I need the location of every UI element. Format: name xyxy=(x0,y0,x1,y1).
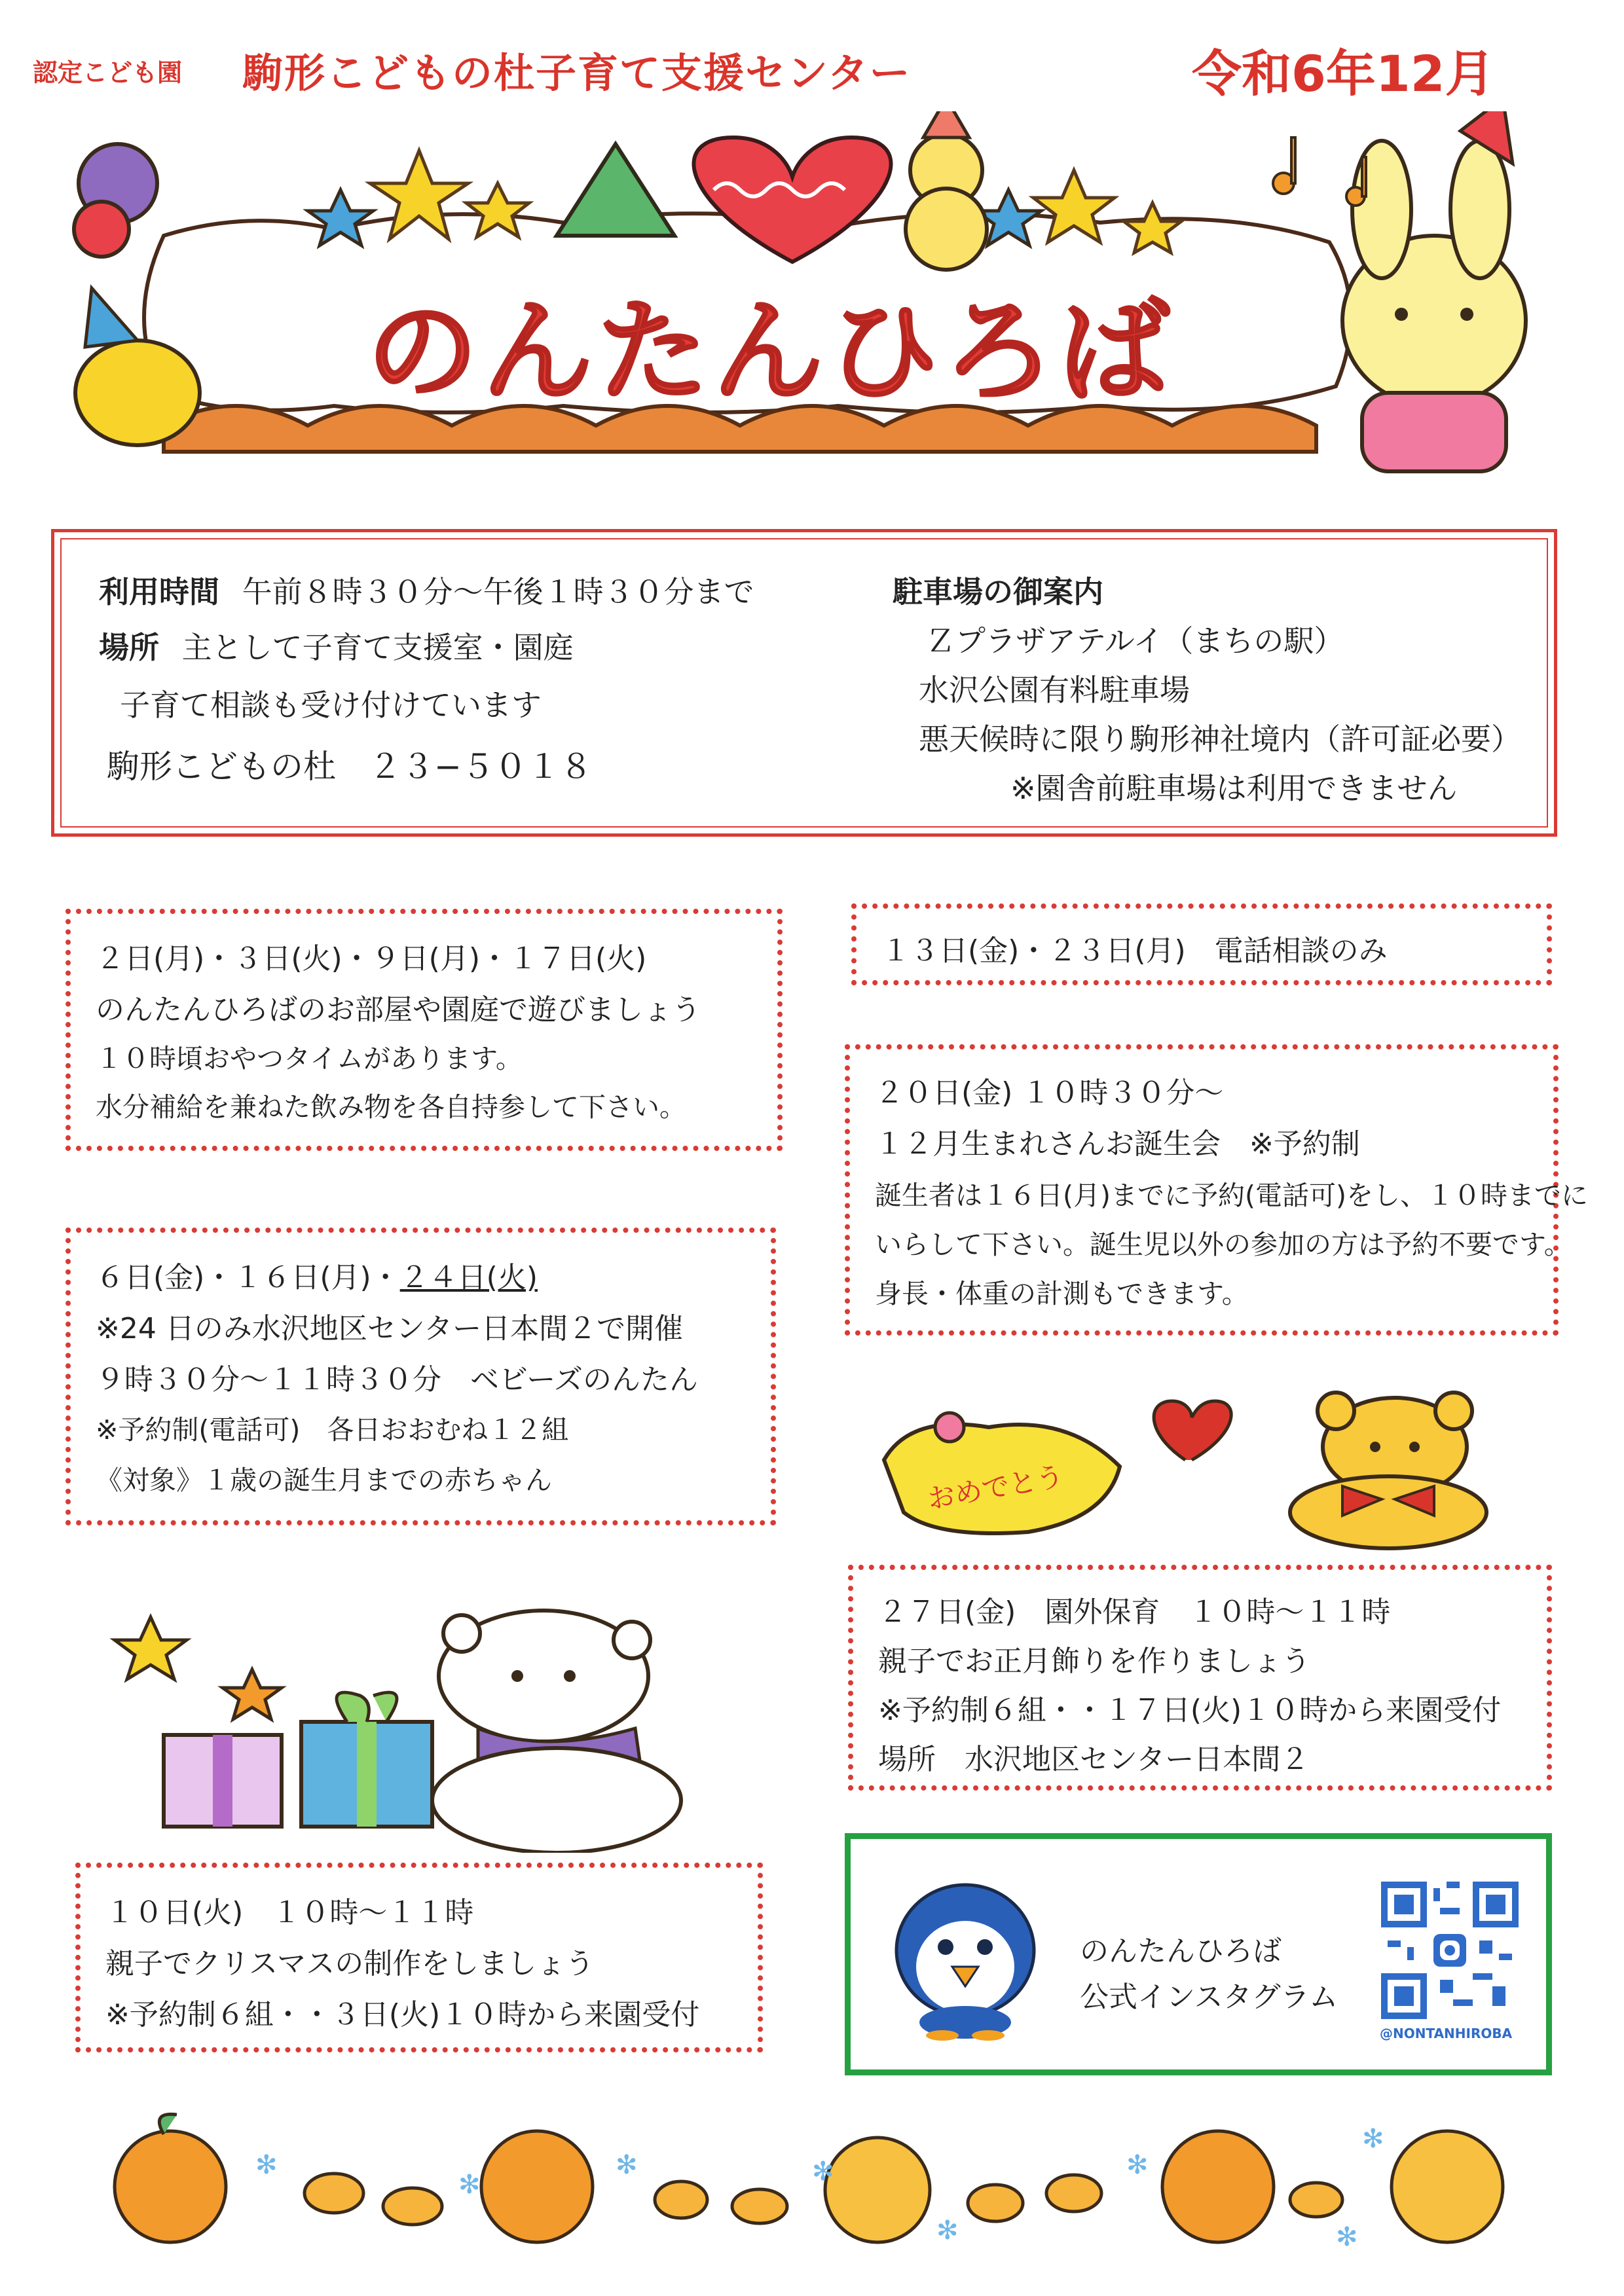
instagram-handle: @NONTANHIROBA xyxy=(1380,2026,1513,2041)
place-value: 主として子育て支援室・園庭 xyxy=(181,630,574,665)
svg-text:✻: ✻ xyxy=(1126,2150,1149,2180)
event-line: １２月生まれさんお誕生会 ※予約制 xyxy=(875,1127,1360,1161)
parking-note: ※園舎前駐車場は利用できません xyxy=(1010,771,1458,806)
hours-value: 午前８時３０分〜午後１時３０分まで xyxy=(242,574,754,610)
event-dates: ２７日(金) 園外保育 １０時〜１１時 xyxy=(878,1595,1391,1629)
info-box xyxy=(51,529,1557,837)
center-name: 駒形こどもの杜子育て支援センター xyxy=(242,49,912,97)
event-dates: ２日(月)・３日(火)・９日(月)・１７日(火) xyxy=(96,942,647,975)
svg-text:✻: ✻ xyxy=(616,2150,638,2180)
polar-bear-gift-illustration xyxy=(98,1604,688,1853)
event-line: １０時頃おやつタイムがあります。 xyxy=(96,1043,523,1074)
event-dates: １０日(火) １０時〜１１時 xyxy=(105,1896,474,1929)
svg-text:✻: ✻ xyxy=(812,2157,834,2187)
event-line: ※予約制６組・・３日(火)１０時から来園受付 xyxy=(105,1998,700,2032)
event-line: のんたんひろばのお部屋や園庭で遊びましょう xyxy=(96,993,701,1027)
event-dates: ６日(金)・１６日(月)・ xyxy=(96,1261,400,1294)
birthday-illustration xyxy=(871,1388,1526,1552)
phone-number: 駒形こどもの杜 ２３−５０１８ xyxy=(107,748,593,786)
penguin-mascot-icon xyxy=(890,1878,1041,2042)
event-dates: １３日(金)・２３日(月) 電話相談のみ xyxy=(881,934,1388,968)
event-line: ※予約制(電話可) 各日おおむね１２組 xyxy=(96,1414,569,1446)
svg-text:✻: ✻ xyxy=(1336,2222,1358,2252)
svg-text:✻: ✻ xyxy=(936,2215,959,2246)
instagram-box xyxy=(845,1833,1552,2075)
event-box-babies xyxy=(65,1228,776,1525)
event-line: 身長・体重の計測もできます。 xyxy=(875,1278,1249,1309)
hours-label: 利用時間 xyxy=(99,574,219,610)
event-line: 《対象》１歳の誕生月までの赤ちゃん xyxy=(96,1465,552,1496)
event-dates: ２０日(金) １０時３０分〜 xyxy=(875,1076,1224,1110)
event-line: いらして下さい。誕生児以外の参加の方は予約不要です。 xyxy=(875,1229,1571,1260)
svg-text:✻: ✻ xyxy=(255,2150,278,2180)
event-box-birthday xyxy=(845,1044,1588,1336)
consult-note: 子育て相談も受け付けています xyxy=(120,687,542,723)
place-label: 場所 xyxy=(99,630,159,665)
event-line: ９時３０分〜１１時３０分 ベビーズのんたん xyxy=(96,1363,699,1396)
congrats-badge-text: おめでとう xyxy=(925,1459,1066,1516)
svg-text:✻: ✻ xyxy=(458,2170,481,2200)
event-line: 誕生者は１６日(月)までに予約(電話可)をし、１０時までに xyxy=(875,1180,1588,1211)
instagram-title: のんたんひろば xyxy=(1080,1935,1282,1968)
parking-item: 水沢公園有料駐車場 xyxy=(919,672,1190,708)
footer-mandarin-illustration xyxy=(105,2108,1526,2259)
event-box-new-year xyxy=(848,1565,1552,1791)
instagram-qr-code[interactable] xyxy=(1381,1882,1519,2019)
parking-title: 駐車場の御案内 xyxy=(893,574,1103,610)
instagram-subtitle: 公式インスタグラム xyxy=(1080,1980,1338,2014)
event-line: ※24 日のみ水沢地区センター日本間２で開催 xyxy=(96,1312,684,1345)
event-line: 水分補給を兼ねた飲み物を各自持参して下さい。 xyxy=(96,1091,686,1123)
event-line: 親子でクリスマスの制作をしましょう xyxy=(105,1947,595,1980)
page-title: のんたんひろば xyxy=(367,287,1174,417)
event-line: ※予約制６組・・１７日(火)１０時から来園受付 xyxy=(878,1694,1502,1727)
svg-text:✻: ✻ xyxy=(1362,2124,1384,2154)
event-line: 親子でお正月飾りを作りましょう xyxy=(878,1645,1310,1678)
issue-date: 令和6年12月 xyxy=(1192,45,1495,103)
parking-item: 悪天候時に限り駒形神社境内（許可証必要） xyxy=(919,721,1521,757)
event-box-phone-consult xyxy=(851,903,1552,985)
parking-item: Ｚプラザアテルイ（まちの駅） xyxy=(925,623,1344,659)
kindergarten-type: 認定こども園 xyxy=(33,58,183,87)
event-date-highlight: ２４日(火) xyxy=(399,1261,538,1294)
event-box-christmas xyxy=(75,1863,763,2052)
event-line: 場所 水沢地区センター日本間２ xyxy=(878,1743,1310,1776)
event-box-open-play xyxy=(65,909,783,1151)
